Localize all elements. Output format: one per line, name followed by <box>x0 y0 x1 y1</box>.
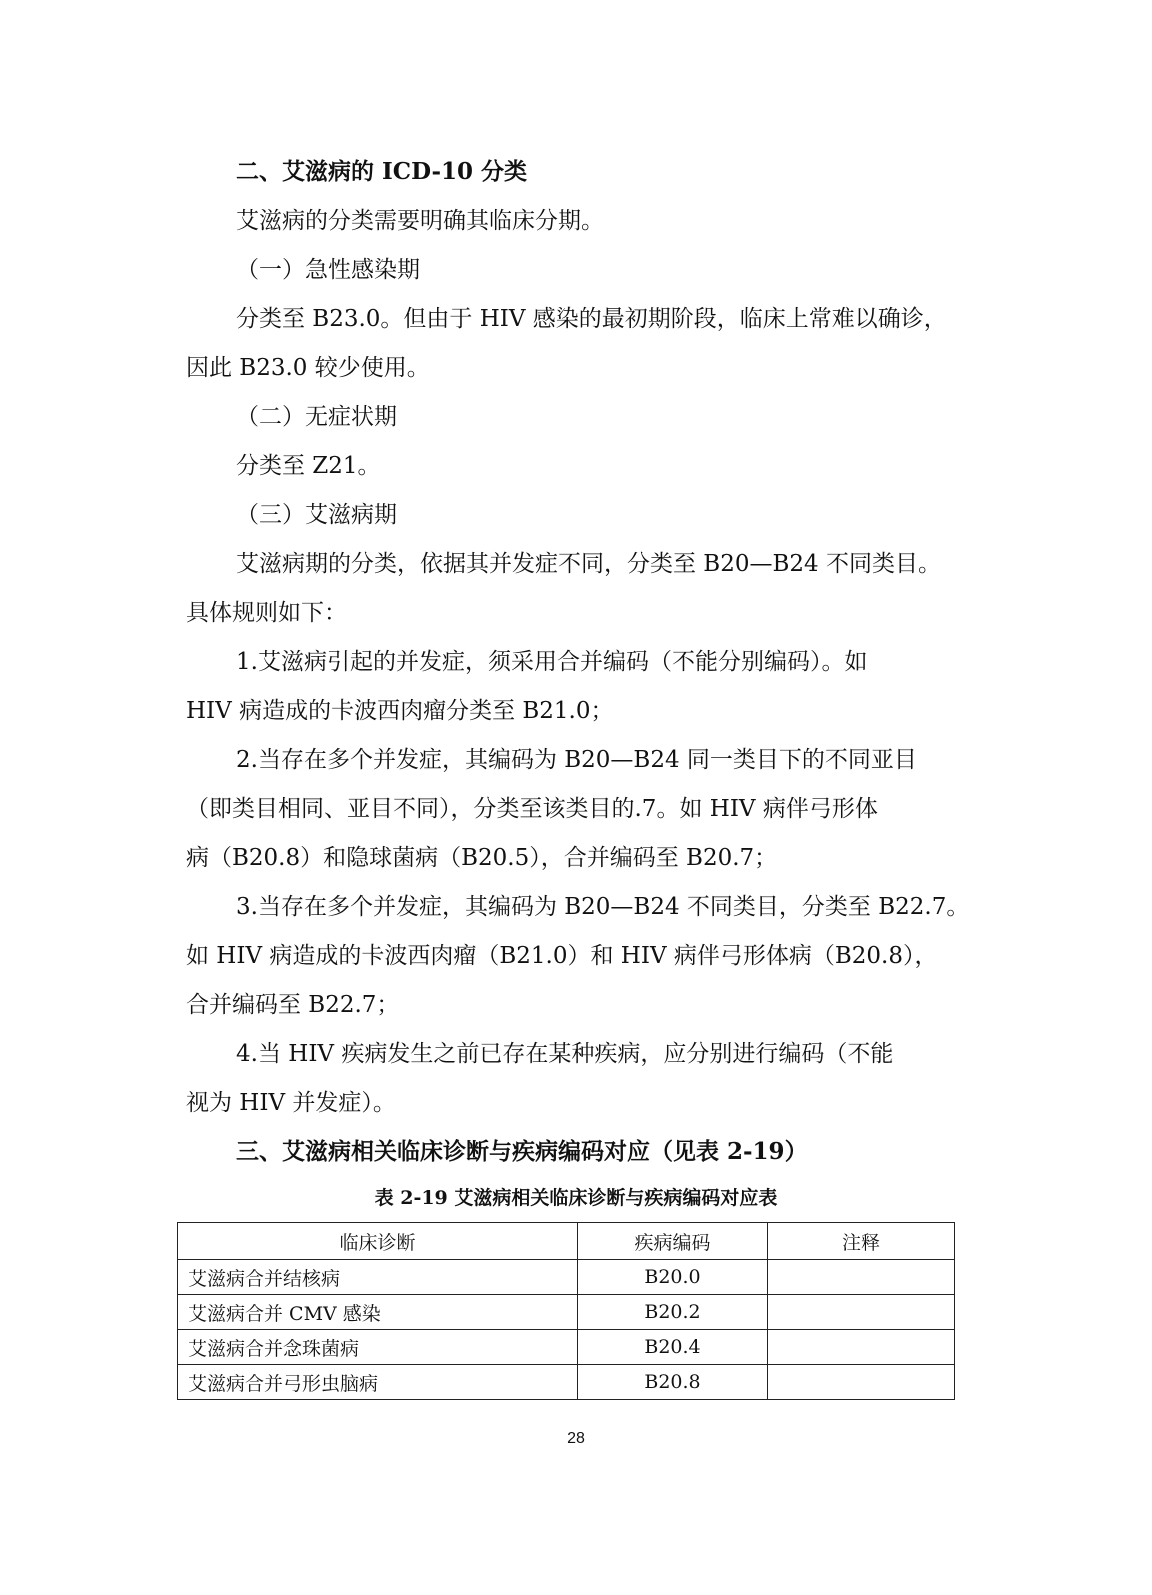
rule-4-line: 视为 HIV 并发症）。 <box>186 1090 396 1116</box>
rule-3-line: 合并编码至 B22.7； <box>186 992 400 1018</box>
rule-2-line: 2.当存在多个并发症，其编码为 B20—B24 同一类目下的不同亚目 <box>236 747 917 773</box>
notes-cell <box>768 1330 955 1365</box>
section-heading-2: 二、艾滋病的 ICD-10 分类 <box>236 158 528 185</box>
paragraph-line: 因此 B23.0 较少使用。 <box>186 355 430 381</box>
diagnosis-cell: 艾滋病合并弓形虫脑病 <box>178 1365 578 1400</box>
subsection-title-3: （三）艾滋病期 <box>236 502 397 528</box>
subsection-title-1: （一）急性感染期 <box>236 257 420 283</box>
code-cell: B20.4 <box>578 1330 768 1365</box>
table-row <box>178 1330 955 1365</box>
paragraph-line: 分类至 Z21。 <box>236 453 381 479</box>
code-cell: B20.0 <box>578 1260 768 1295</box>
rule-3-line: 3.当存在多个并发症，其编码为 B20—B24 不同类目，分类至 B22.7。 <box>236 894 970 920</box>
notes-cell <box>768 1295 955 1330</box>
table-row <box>178 1295 955 1330</box>
diagnosis-code-table <box>177 1222 955 1400</box>
column-header-diagnosis: 临床诊断 <box>178 1223 578 1260</box>
column-header-code: 疾病编码 <box>578 1223 768 1260</box>
table-row <box>178 1365 955 1400</box>
paragraph-line: 艾滋病期的分类，依据其并发症不同，分类至 B20—B24 不同类目。 <box>236 551 941 577</box>
table-row <box>178 1260 955 1295</box>
subsection-title-2: （二）无症状期 <box>236 404 397 430</box>
diagnosis-cell: 艾滋病合并念珠菌病 <box>178 1330 578 1365</box>
rule-2-line: （即类目相同、亚目不同），分类至该类目的.7。如 HIV 病伴弓形体 <box>186 796 878 822</box>
rule-1-line: 1.艾滋病引起的并发症，须采用合并编码（不能分别编码）。如 <box>236 649 868 675</box>
section-heading-3: 三、艾滋病相关临床诊断与疾病编码对应（见表 2-19） <box>236 1138 808 1165</box>
diagnosis-cell: 艾滋病合并结核病 <box>178 1260 578 1295</box>
notes-cell <box>768 1365 955 1400</box>
rule-2-line: 病（B20.8）和隐球菌病（B20.5），合并编码至 B20.7； <box>186 845 778 871</box>
paragraph-intro: 艾滋病的分类需要明确其临床分期。 <box>236 208 604 234</box>
column-header-notes: 注释 <box>768 1223 955 1260</box>
rule-1-line: HIV 病造成的卡波西肉瘤分类至 B21.0； <box>186 698 614 724</box>
paragraph-line: 具体规则如下： <box>186 600 347 626</box>
diagnosis-cell: 艾滋病合并 CMV 感染 <box>178 1295 578 1330</box>
page-number: 28 <box>567 1430 585 1447</box>
code-cell: B20.2 <box>578 1295 768 1330</box>
code-cell: B20.8 <box>578 1365 768 1400</box>
table-caption: 表 2-19 艾滋病相关临床诊断与疾病编码对应表 <box>374 1187 778 1209</box>
paragraph-line: 分类至 B23.0。但由于 HIV 感染的最初期阶段，临床上常难以确诊， <box>236 306 947 332</box>
table-header-row <box>178 1223 955 1260</box>
rule-4-line: 4.当 HIV 疾病发生之前已存在某种疾病，应分别进行编码（不能 <box>236 1041 894 1067</box>
notes-cell <box>768 1260 955 1295</box>
rule-3-line: 如 HIV 病造成的卡波西肉瘤（B21.0）和 HIV 病伴弓形体病（B20.8）， <box>186 943 938 969</box>
